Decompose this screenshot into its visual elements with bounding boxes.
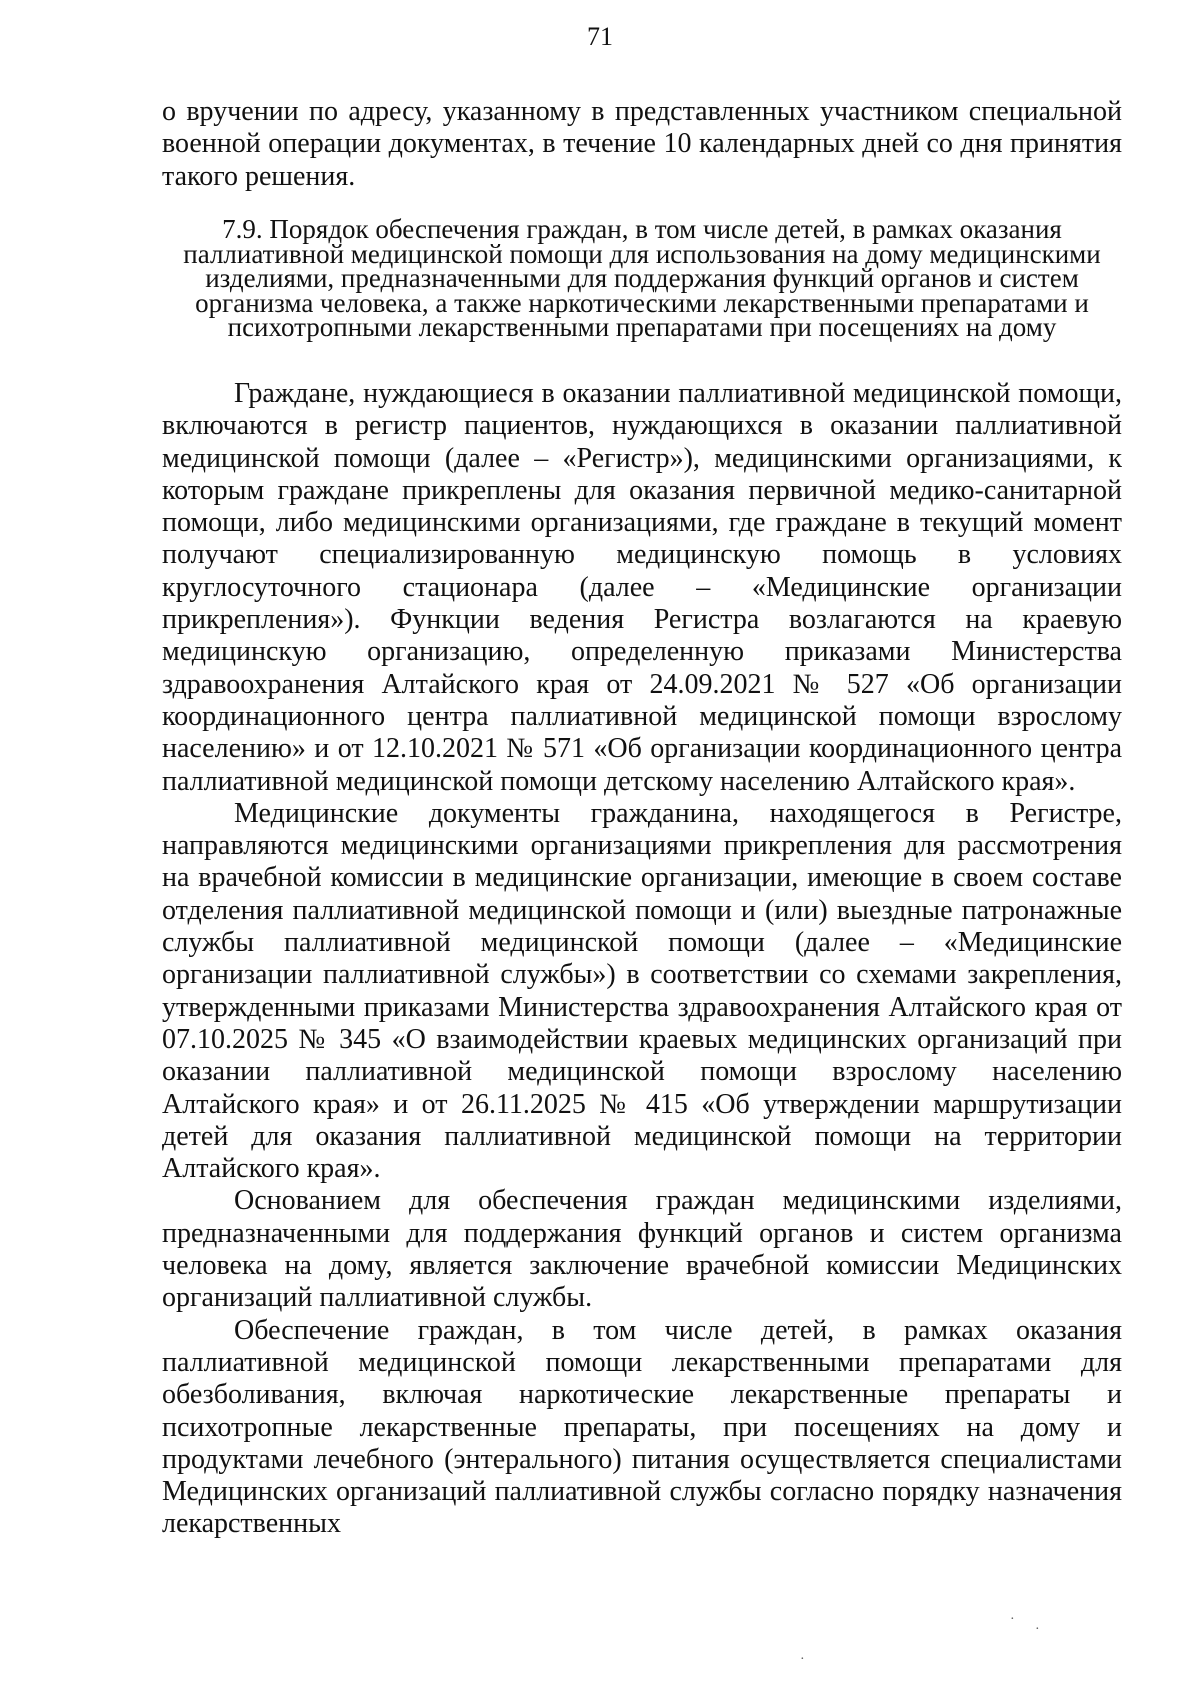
section-heading: 7.9. Порядок обеспечения граждан, в том числе детей, в рамках оказания паллиативной медицинской помощи для использования на дому медицинскими изделиями, предназначенными для поддержания функций органов и систем организма человека, а также наркотическими лекарственными препаратами и психотропными лекарственными препаратами при посещениях на дому: [183, 214, 1101, 342]
continuation-paragraph: о вручении по адресу, указанному в представленных участником специальной военной операции документах, в течение 10 календарных дней со дня принятия такого решения.: [162, 96, 1122, 192]
scan-mark: ·: [1010, 1612, 1015, 1627]
main-text: [162, 378, 1122, 1541]
continuation-block: [162, 96, 1122, 193]
paragraph-medical-documents: Медицинские документы гражданина, находящегося в Регистре, направляются медицинскими организациями прикрепления для рассмотрения на врачебной комиссии в медицинские организации, имеющие в своем составе отделения паллиативной медицинской помощи и (или) выездные патронажные службы паллиативной медицинской помощи (далее – «Медицинские организации паллиативной службы») в соответствии со схемами закрепления, утвержденными приказами Министерства здравоохранения Алтайского края от 07.10.2025 № 345 «О взаимодействии краевых медицинских организаций при оказании паллиативной медицинской помощи взрослому населению Алтайского края» и от 26.11.2025 № 415 «Об утверждении маршрутизации детей для оказания паллиативной медицинской помощи на территории Алтайского края».: [162, 797, 1122, 1185]
paragraph-register: Граждане, нуждающиеся в оказании паллиативной медицинской помощи, включаются в регистр пациентов, нуждающихся в оказании паллиативной медицинской помощи (далее – «Регистр»), медицинскими организациями, к которым граждане прикреплены для оказания первичной медико-санитарной помощи, либо медицинскими организациями, где граждане в текущий момент получают специализированную медицинскую помощь в условиях круглосуточного стационара (далее – «Медицинские организации прикрепления»). Функции ведения Регистра возлагаются на краевую медицинскую организацию, определенную приказами Министерства здравоохранения Алтайского края от 24.09.2021 № 527 «Об организации координационного центра паллиативной медицинской помощи взрослому населению» и от 12.10.2021 № 571 «Об организации координационного центра паллиативной медицинской помощи детскому населению Алтайского края».: [162, 378, 1122, 797]
paragraph-provision: Обеспечение граждан, в том числе детей, в рамках оказания паллиативной медицинской помощи лекарственными препаратами для обезболивания, включая наркотические лекарственные препараты и психотропные лекарственные препараты, при посещениях на дому и продуктами лечебного (энтерального) питания осуществляется специалистами Медицинских организаций паллиативной службы согласно порядку назначения лекарственных: [162, 1314, 1122, 1540]
page-number: 71: [587, 22, 613, 51]
paragraph-basis: Основанием для обеспечения граждан медицинскими изделиями, предназначенными для поддержания функций органов и систем организма человека на дому, является заключение врачебной комиссии Медицинских организаций паллиативной службы.: [162, 1185, 1122, 1314]
scan-mark: ·: [800, 1652, 805, 1667]
scan-mark: ·: [1035, 1622, 1040, 1637]
